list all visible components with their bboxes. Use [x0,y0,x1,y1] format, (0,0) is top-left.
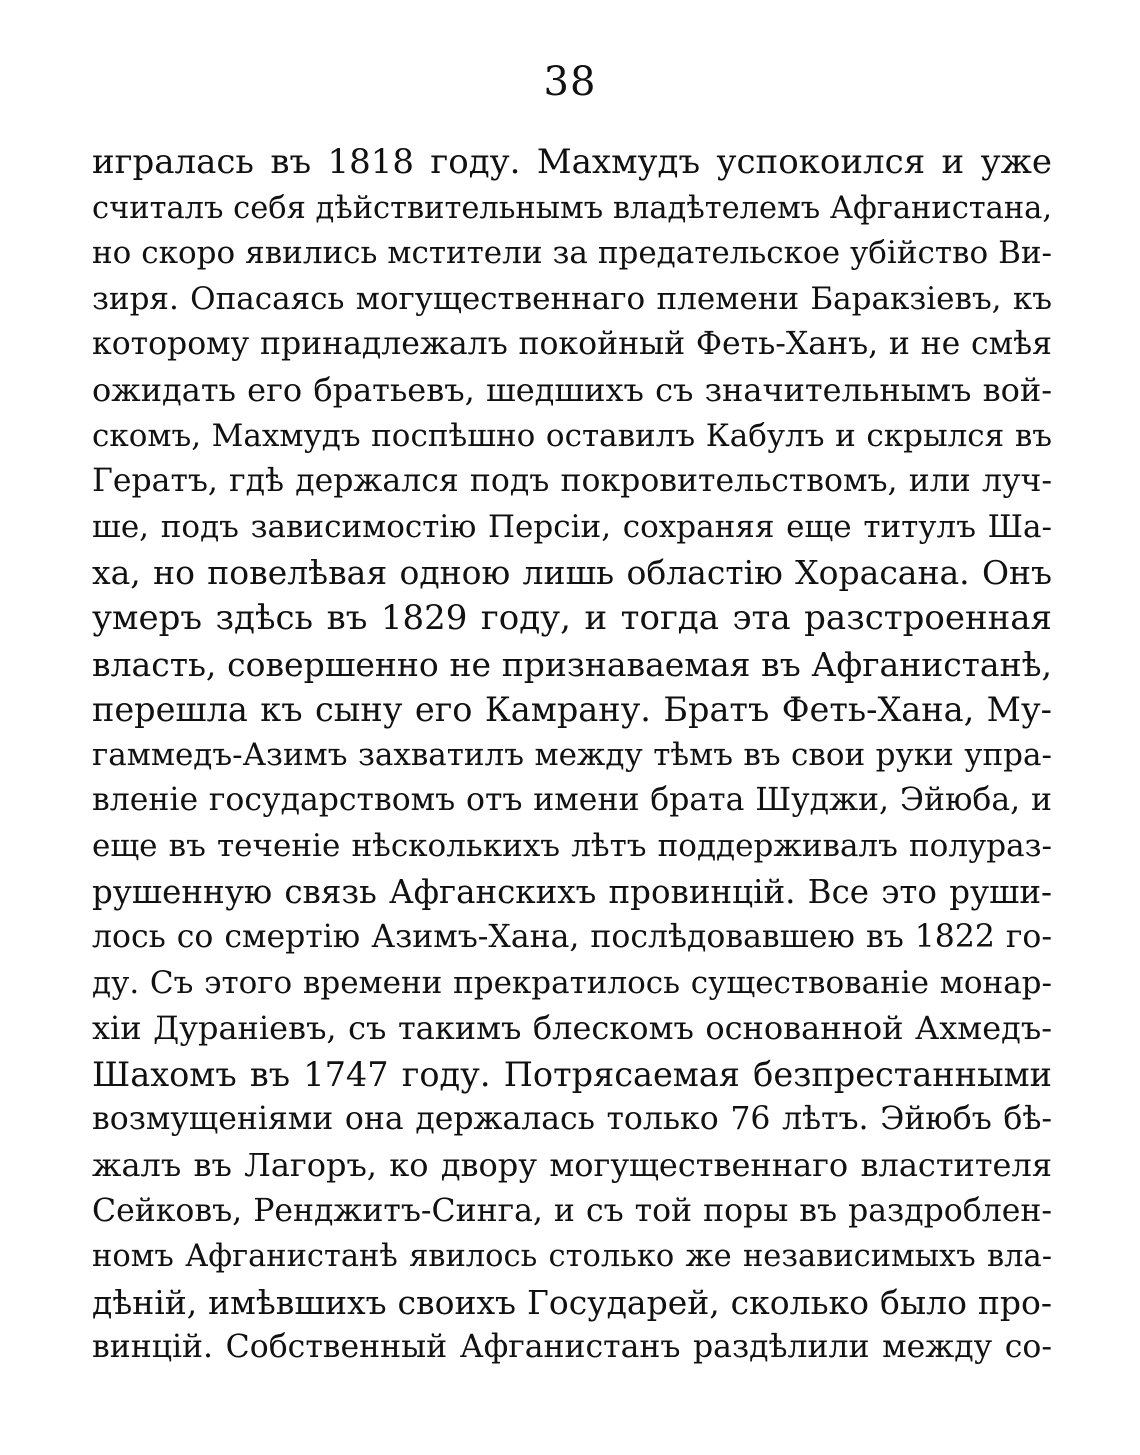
text-line: зиря. Опасаясь могущественнаго племени Баракзіевъ, къ [92,280,1052,317]
text-line: умеръ здѣсь въ 1829 году, и тогда эта разстроенная [92,597,1052,638]
text-line: дѣній, имѣвшихъ своихъ Государей, сколько было про- [92,1282,1052,1322]
text-line: Гератъ, гдѣ держался подъ покровительствомъ, или луч- [92,463,1052,500]
text-line: жалъ въ Лагоръ, ко двору могущественнаго властителя [92,1146,1052,1185]
text-line: ожидать его братьевъ, шедшихъ съ значительнымъ вой- [92,370,1052,409]
text-line: винцій. Собственный Афганистанъ раздѣлили между со- [92,1329,1052,1366]
text-line: перешла къ сыну его Камрану. Братъ Феть-Хана, Му- [92,690,1052,730]
text-line: власть, совершенно не признаваемая въ Афганистанѣ, [92,644,1052,684]
text-line: хіи Дураніевъ, съ такимъ блескомъ основанной Ахмедъ- [92,1009,1052,1048]
body-text [92,140,1052,1371]
text-line: которому принадлежалъ покойный Феть-Ханъ, и не смѣя [92,326,1052,363]
text-line: считалъ себя дѣйствительнымъ владѣтелемъ Афганистана, [92,190,1052,226]
text-line: Сейковъ, Ренджитъ-Синга, и съ той поры въ раздроблен- [92,1192,1052,1229]
text-line: еще въ теченіе нѣсколькихъ лѣтъ поддерживалъ полураз- [92,827,1052,864]
text-line: рушенную связь Афганскихъ провинцій. Все это руши- [92,872,1052,911]
text-line: но скоро явились мстители за предательское убійство Ви- [92,235,1052,272]
text-line: Шахомъ въ 1747 году. Потрясаемая безпрестанными [92,1054,1052,1094]
text-line: вленіе государствомъ отъ имени брата Шуджи, Эйюба, и [92,782,1052,819]
text-line: ха, но повелѣвая одною лишь областію Хорасана. Онъ [92,553,1052,593]
text-line: лось со смертію Азимъ-Хана, послѣдовавшею въ 1822 го- [92,919,1052,956]
page-number: 38 [543,59,597,105]
text-line: номъ Афганистанѣ явилось столько же независимыхъ вла- [92,1239,1052,1275]
text-line: скомъ, Махмудъ поспѣшно оставилъ Кабулъ и скрылся въ [92,417,1052,454]
text-line: возмущеніями она держалась только 76 лѣтъ. Эйюбъ бѣ- [92,1101,1052,1138]
text-line: гаммедъ-Азимъ захватилъ между тѣмъ въ свои руки упра- [92,736,1052,773]
text-line: игралась въ 1818 году. Махмудъ успокоился и уже [92,142,1052,182]
text-line: ду. Съ этого времени прекратилось существованіе монар- [92,964,1052,1001]
text-line: ше, подъ зависимостію Персіи, сохраняя еще титулъ Ша- [92,508,1052,545]
